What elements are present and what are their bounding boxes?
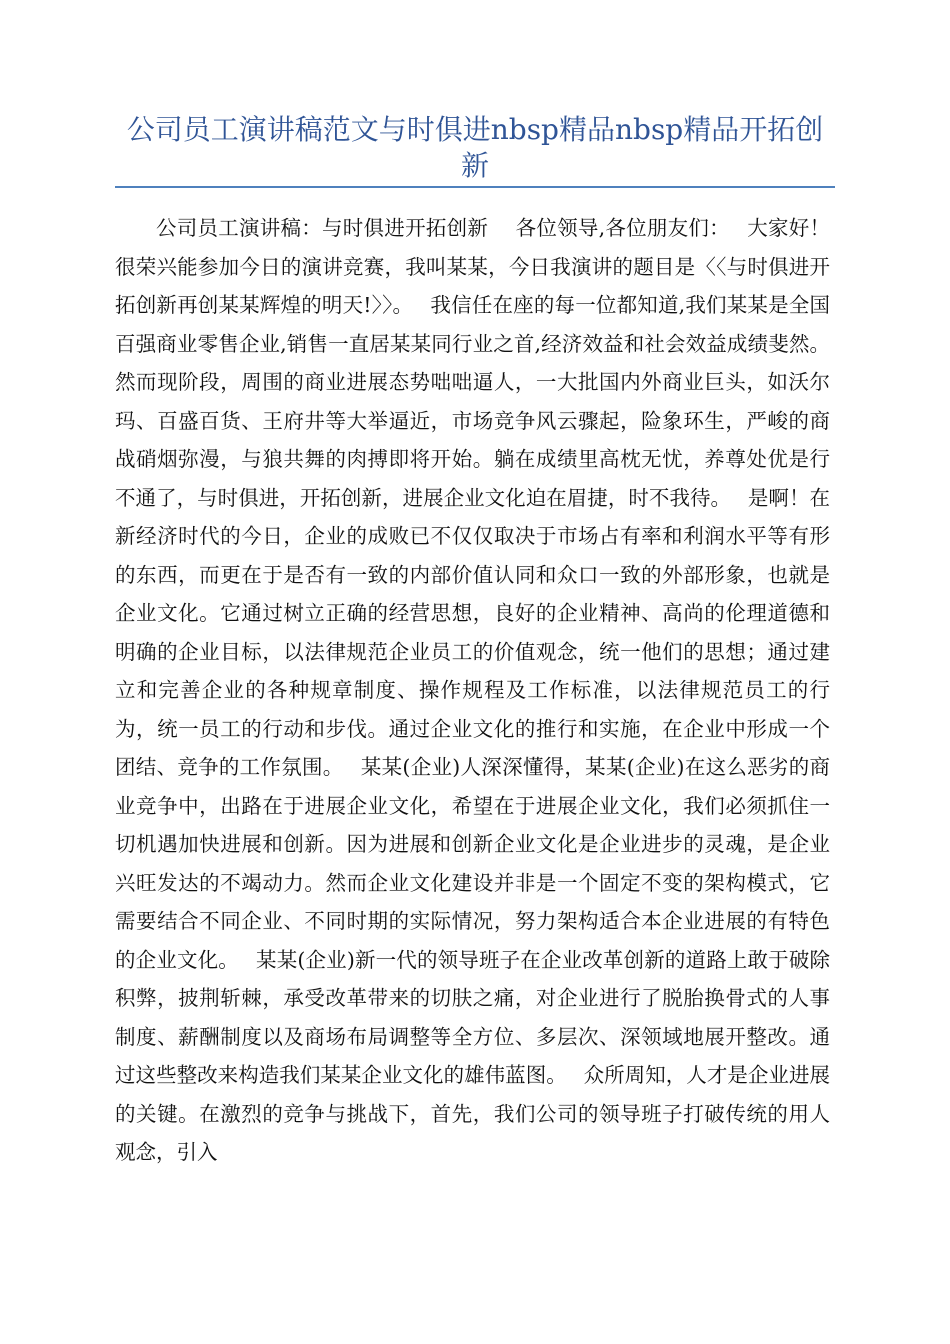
title-underline [115,186,835,188]
document-body-paragraph: 公司员工演讲稿：与时俱进开拓创新 各位领导,各位朋友们： 大家好！很荣兴能参加今日的演讲竞赛，我叫某某，今日我演讲的题目是〈〈与时俱进开拓创新再创某某辉煌的明天!〉〉。 我信任在座的每一位都知道,我们某某是全国百强商业零售企业,销售一直居某某同行业之首,经济效益和社会效益成绩斐然。然而现阶段，周围的商业进展态势咄咄逼人，一大批国内外商业巨头，如沃尔玛、百盛百货、王府井等大举逼近，市场竞争风云骤起，险象环生，严峻的商战硝烟弥漫，与狼共舞的肉搏即将开始。躺在成绩里高枕无忧，养尊处优是行不通了，与时俱进，开拓创新，进展企业文化迫在眉捷，时不我待。 是啊！在新经济时代的今日，企业的成败已不仅仅取决于市场占有率和利润水平等有形的东西，而更在于是否有一致的内部价值认同和众口一致的外部形象，也就是企业文化。它通过树立正确的经营思想，良好的企业精神、高尚的伦理道德和明确的企业目标，以法律规范企业员工的价值观念，统一他们的思想；通过建立和完善企业的各种规章制度、操作规程及工作标准，以法律规范员工的行为，统一员工的行动和步伐。通过企业文化的推行和实施，在企业中形成一个团结、竞争的工作氛围。 某某(企业)人深深懂得，某某(企业)在这么恶劣的商业竞争中，出路在于进展企业文化，希望在于进展企业文化，我们必须抓住一切机遇加快进展和创新。因为进展和创新企业文化是企业进步的灵魂，是企业兴旺发达的不竭动力。然而企业文化建设并非是一个固定不变的架构模式，它需要结合不同企业、不同时期的实际情况，努力架构适合本企业进展的有特色的企业文化。 某某(企业)新一代的领导班子在企业改革创新的道路上敢于破除积弊，披荆斩棘，承受改革带来的切肤之痛，对企业进行了脱胎换骨式的人事制度、薪酬制度以及商场布局调整等全方位、多层次、深领域地展开整改。通过这些整改来构造我们某某企业文化的雄伟蓝图。 众所周知，人才是企业进展的关键。在激烈的竞争与挑战下，首先，我们公司的领导班子打破传统的用人观念，引入 [115,216,830,1164]
document-title: 公司员工演讲稿范文与时俱进nbsp精品nbsp精品开拓创新 [126,113,824,182]
